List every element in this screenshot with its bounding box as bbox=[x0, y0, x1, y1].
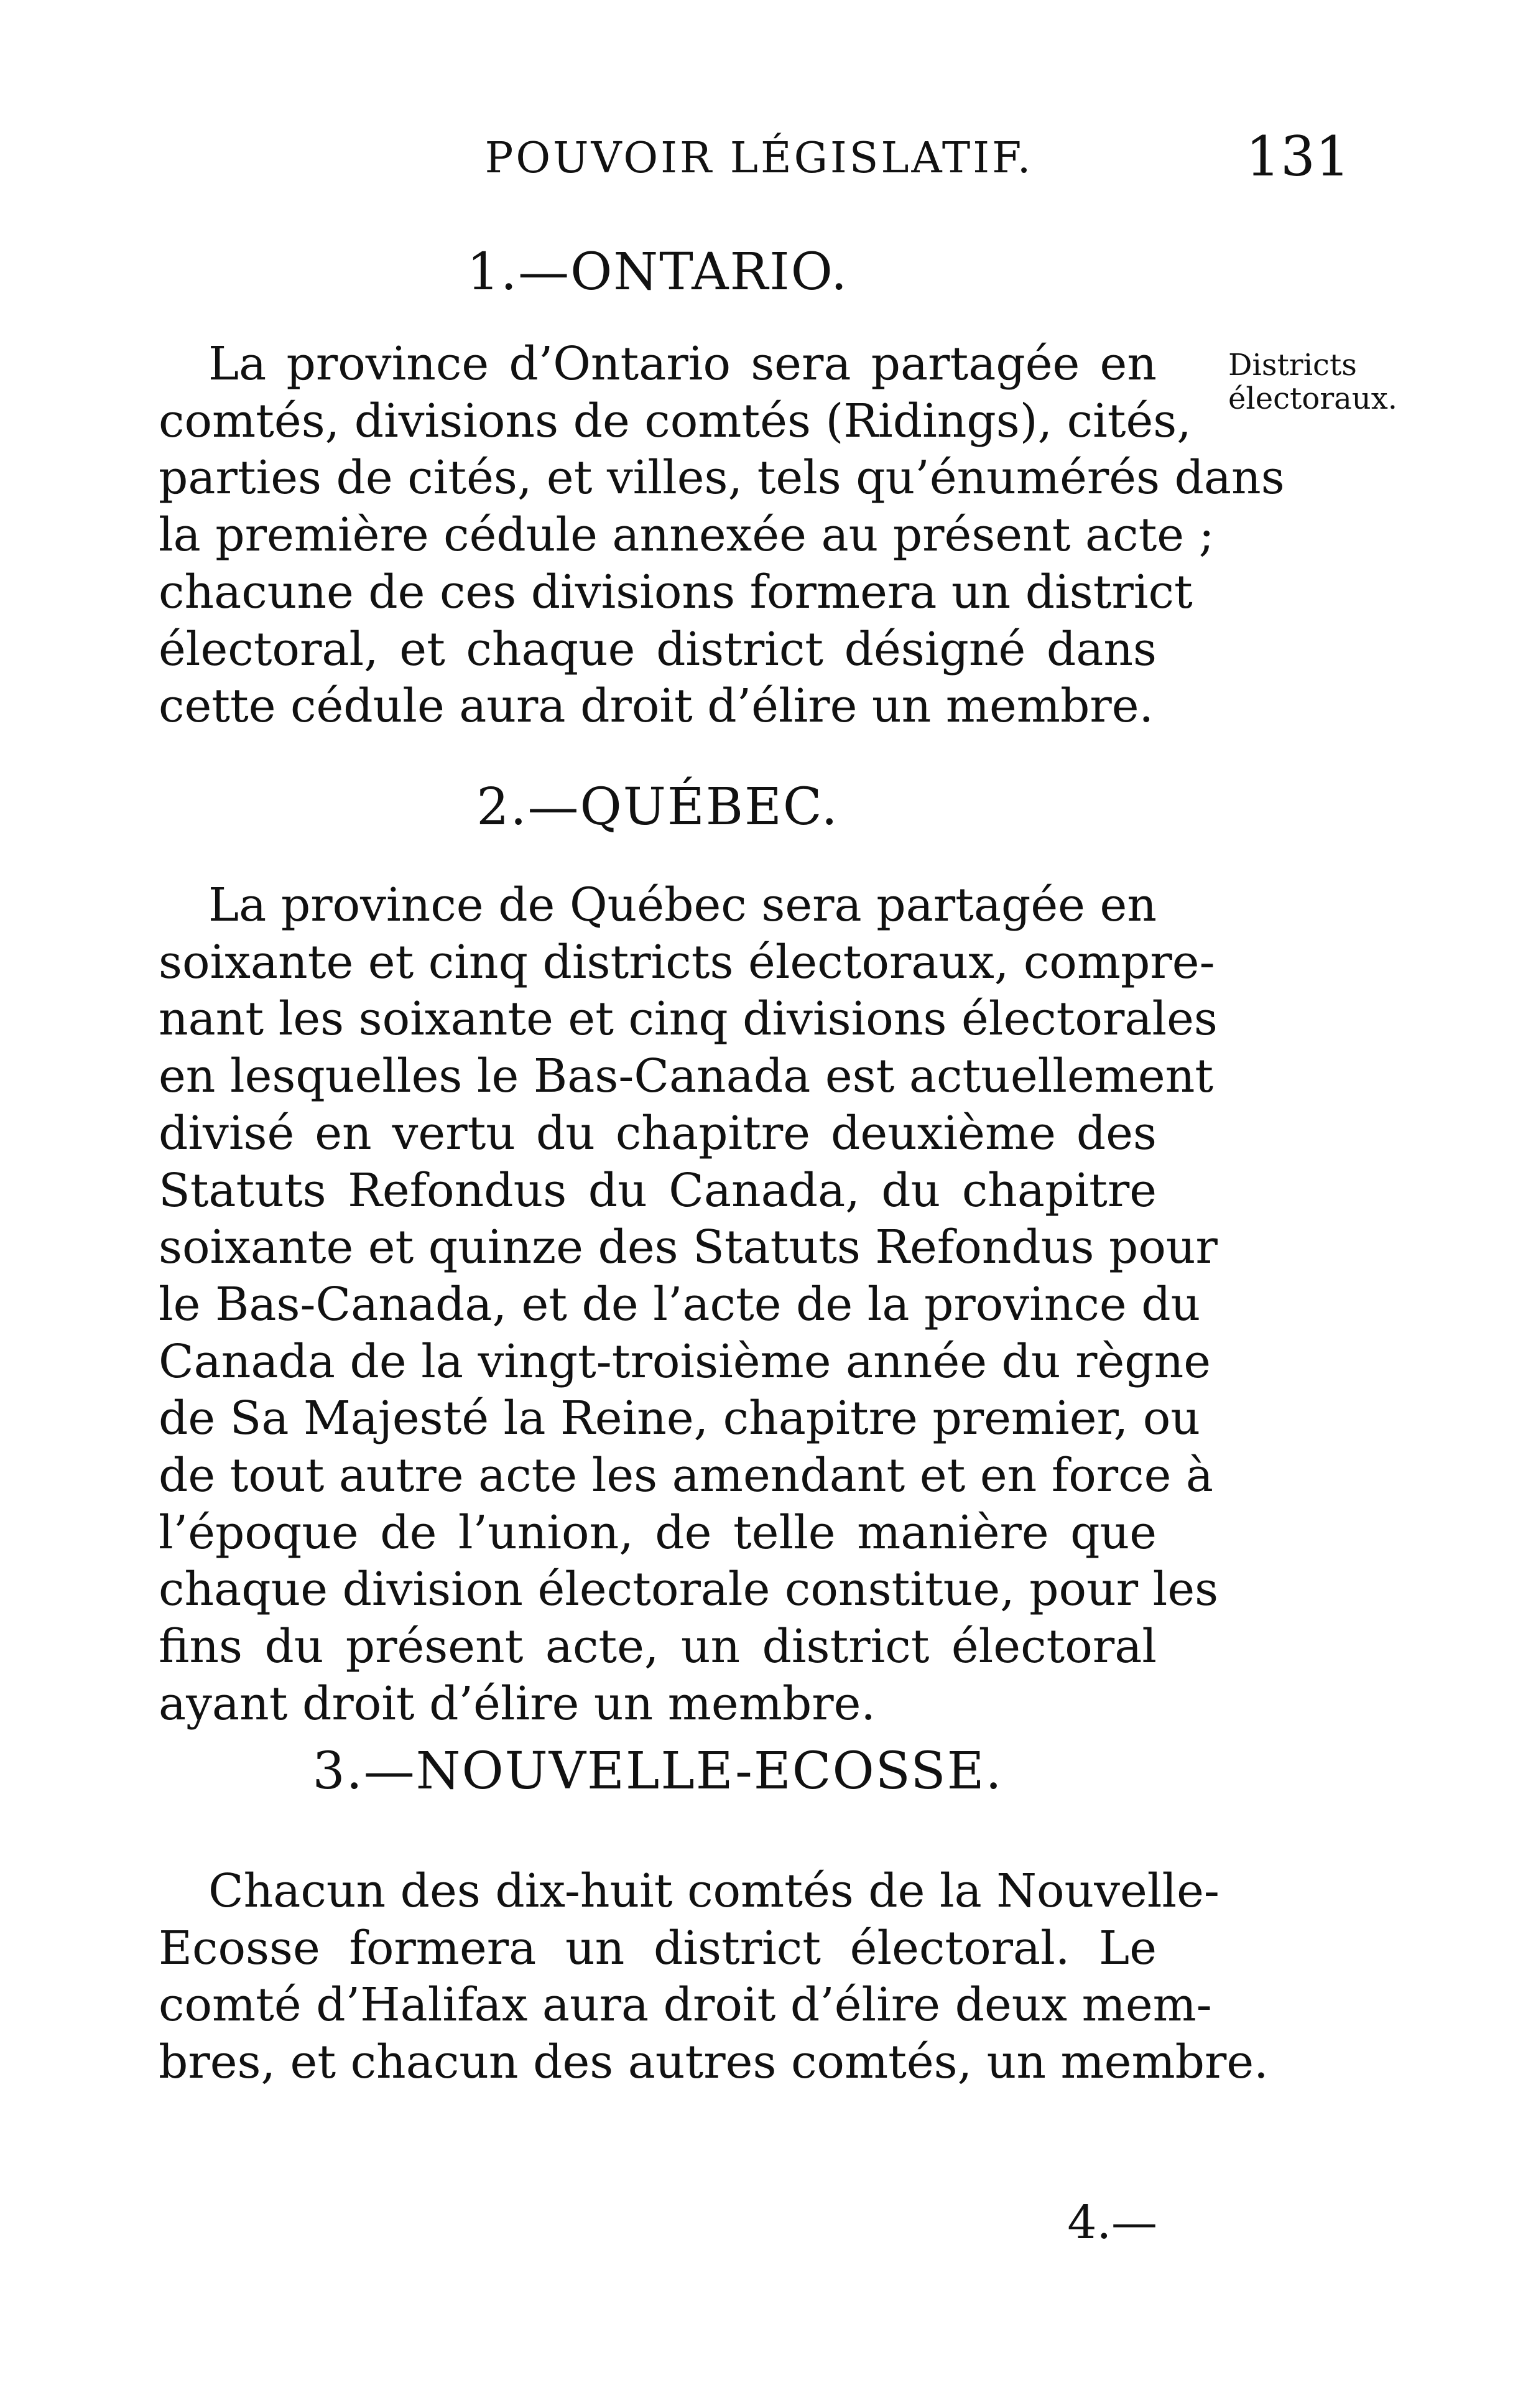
text-line: chacune de ces divisions formera un district bbox=[159, 565, 1193, 619]
text-line: de tout autre acte les amendant et en force à bbox=[159, 1449, 1214, 1503]
paragraph-nouvelle-ecosse bbox=[159, 1863, 1269, 2091]
text-line: l’époque de l’union, de telle manière que bbox=[159, 1505, 1157, 1560]
section-heading-quebec: 2.—QUÉBEC. bbox=[476, 778, 839, 837]
text-line: La province de Québec sera partagée en bbox=[208, 878, 1157, 932]
section-heading-ontario: 1.—ONTARIO. bbox=[466, 243, 849, 302]
text-line: la première cédule annexée au présent acte ; bbox=[159, 508, 1215, 562]
text-line: le Bas-Canada, et de l’acte de la province du bbox=[159, 1277, 1201, 1331]
text-line: cette cédule aura droit d’élire un membre. bbox=[159, 679, 1154, 733]
marginal-note-line: Districts bbox=[1228, 348, 1357, 383]
text-line: ayant droit d’élire un membre. bbox=[159, 1676, 876, 1731]
text-line: comté d’Halifax aura droit d’élire deux mem- bbox=[159, 1978, 1212, 2032]
page-number: 131 bbox=[1246, 124, 1350, 188]
text-line: bres, et chacun des autres comtés, un membre. bbox=[159, 2035, 1269, 2090]
text-line: soixante et cinq districts électoraux, compre- bbox=[159, 935, 1215, 989]
text-line: en lesquelles le Bas-Canada est actuellement bbox=[159, 1049, 1214, 1104]
text-line: Statuts Refondus du Canada, du chapitre bbox=[159, 1163, 1157, 1217]
text-line: La province d’Ontario sera partagée en bbox=[208, 337, 1157, 391]
text-line: nant les soixante et cinq divisions électorales bbox=[159, 992, 1218, 1046]
text-line: électoral, et chaque district désigné dans bbox=[159, 622, 1157, 676]
text-line: chaque division électorale constitue, pour les bbox=[159, 1563, 1219, 1617]
catchword: 4.— bbox=[1067, 2196, 1157, 2249]
section-heading-nouvelle-ecosse: 3.—NOUVELLE-ECOSSE. bbox=[312, 1742, 1003, 1801]
running-title: POUVOIR LÉGISLATIF. bbox=[484, 134, 1034, 183]
text-line: Chacun des dix-huit comtés de la Nouvelle- bbox=[208, 1864, 1219, 1918]
marginal-note bbox=[1228, 348, 1489, 416]
paragraph-quebec bbox=[159, 877, 1219, 1733]
text-line: divisé en vertu du chapitre deuxième des bbox=[159, 1106, 1157, 1160]
marginal-note-line: électoraux. bbox=[1228, 381, 1398, 416]
text-line: fins du présent acte, un district électoral bbox=[159, 1620, 1157, 1674]
text-line: Ecosse formera un district électoral. Le bbox=[159, 1921, 1157, 1975]
text-line: soixante et quinze des Statuts Refondus pour bbox=[159, 1220, 1218, 1275]
text-line: parties de cités, et villes, tels qu’énumérés dans bbox=[159, 451, 1285, 505]
text-line: Canada de la vingt-troisième année du règne bbox=[159, 1334, 1211, 1388]
text-line: comtés, divisions de comtés (Ridings), cités, bbox=[159, 394, 1192, 448]
text-line: de Sa Majesté la Reine, chapitre premier, ou bbox=[159, 1392, 1201, 1446]
paragraph-ontario bbox=[159, 336, 1285, 735]
